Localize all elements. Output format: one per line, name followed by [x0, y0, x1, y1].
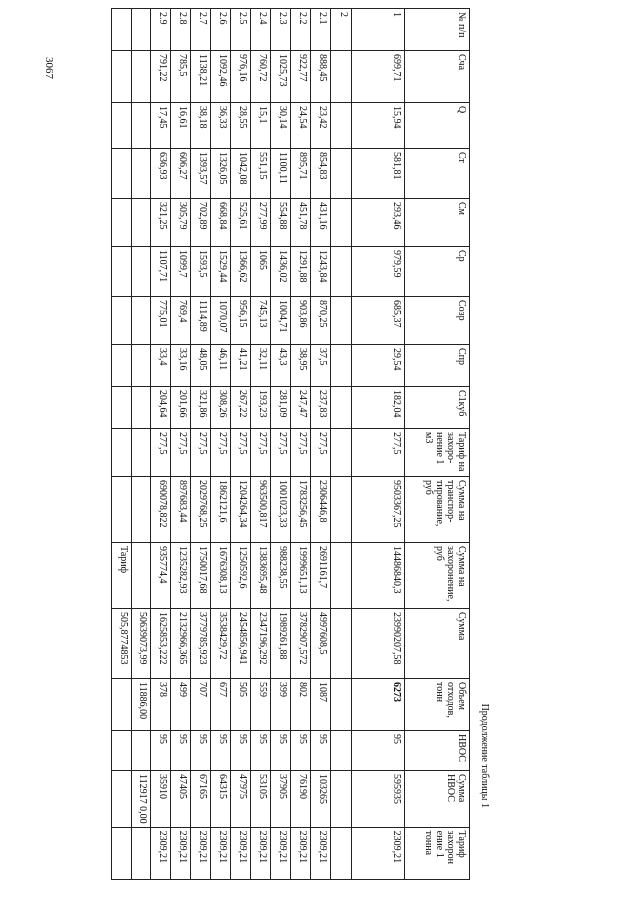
table-cell: 677	[211, 679, 231, 731]
table-cell	[132, 103, 151, 149]
table-cell	[331, 149, 352, 199]
table-cell	[132, 477, 151, 543]
total-sum: 50639073,99	[132, 609, 151, 679]
table-cell: 2.8	[171, 9, 191, 51]
table-cell: 277,5	[352, 429, 405, 477]
table-cell: 595935	[352, 771, 405, 828]
table-cell: 1099,7	[171, 247, 191, 297]
table-cell: 30,14	[271, 103, 291, 149]
column-header: Объем отходов, тонн	[405, 679, 470, 731]
table-cell: 76190	[291, 771, 311, 828]
table-cell: 2.9	[151, 9, 171, 51]
table-cell: 802	[291, 679, 311, 731]
column-header: См	[405, 199, 470, 247]
table-cell: 2309,21	[291, 827, 311, 879]
table-cell	[132, 297, 151, 345]
table-cell	[331, 731, 352, 771]
table-cell: 17,45	[151, 103, 171, 149]
table-cell: 668,84	[211, 199, 231, 247]
table-cell: 897683,44	[171, 477, 191, 543]
table-cell: 785,5	[171, 51, 191, 103]
table-cell: 895,71	[291, 149, 311, 199]
table-cell: 2.4	[251, 9, 271, 51]
table-cell	[331, 103, 352, 149]
data-table	[111, 8, 470, 880]
table-cell	[132, 429, 151, 477]
table-cell: 23,42	[311, 103, 331, 149]
table-cell: 95	[311, 731, 331, 771]
table-cell: 6273	[352, 679, 405, 731]
table-cell: 95	[251, 731, 271, 771]
table-cell: 707	[191, 679, 211, 731]
table-cell: 745,13	[251, 297, 271, 345]
table-cell: 935774,4	[151, 543, 171, 609]
table-cell	[132, 199, 151, 247]
table-cell: 1989261,88	[271, 609, 291, 679]
table-cell: 277,5	[171, 429, 191, 477]
table-cell: 277,5	[231, 429, 251, 477]
table-cell: 41,21	[231, 345, 251, 387]
table-cell: 15,94	[352, 103, 405, 149]
table-cell: 685,37	[352, 297, 405, 345]
table-cell: 963500,817	[251, 477, 271, 543]
column-header: № п/п	[405, 9, 470, 51]
table-cell	[331, 543, 352, 609]
table-cell: 2.7	[191, 9, 211, 51]
table-cell: 204,64	[151, 387, 171, 429]
table-cell: 2309,21	[151, 827, 171, 879]
table-cell: 1250592,6	[231, 543, 251, 609]
table-cell	[331, 345, 352, 387]
table-cell: 182,04	[352, 387, 405, 429]
table-cell: 67165	[191, 771, 211, 828]
table-row	[231, 9, 251, 880]
table-cell	[331, 827, 352, 879]
table-cell: 1529,44	[211, 247, 231, 297]
table-cell: 24,54	[291, 103, 311, 149]
table-cell	[112, 429, 132, 477]
table-cell: 64315	[211, 771, 231, 828]
table-cell: 37,5	[311, 345, 331, 387]
table-cell: 1204264,34	[231, 477, 251, 543]
table-row	[211, 9, 231, 880]
table-cell: 2	[331, 9, 352, 51]
table-cell: 1025,73	[271, 51, 291, 103]
table-cell: 559	[251, 679, 271, 731]
table-cell: 1366,62	[231, 247, 251, 297]
header-row	[405, 9, 470, 880]
table-cell: 1750017,68	[191, 543, 211, 609]
table-cell: 193,23	[251, 387, 271, 429]
table-cell: 1999651,13	[291, 543, 311, 609]
table-cell: 16,61	[171, 103, 191, 149]
table-cell: 2309,21	[231, 827, 251, 879]
table-cell: 1065	[251, 247, 271, 297]
column-header: Сумма на захоронение, руб	[405, 543, 470, 609]
table-cell: 35910	[151, 771, 171, 828]
table-cell: 1625853,222	[151, 609, 171, 679]
table-cell	[132, 731, 151, 771]
table-cell	[331, 429, 352, 477]
table-cell: 277,5	[251, 429, 271, 477]
table-cell: 321,86	[191, 387, 211, 429]
table-cell: 247,47	[291, 387, 311, 429]
table-cell: 15,1	[251, 103, 271, 149]
table-cell	[112, 827, 132, 879]
table-cell: 36,33	[211, 103, 231, 149]
table-cell: 551,15	[251, 149, 271, 199]
table-cell	[112, 297, 132, 345]
table-cell: 277,5	[151, 429, 171, 477]
table-cell	[331, 609, 352, 679]
table-cell: 2309,21	[211, 827, 231, 879]
table-cell	[132, 9, 151, 51]
table-cell: 277,5	[271, 429, 291, 477]
table-cell: 505	[231, 679, 251, 731]
table-cell	[331, 477, 352, 543]
table-cell: 95	[352, 731, 405, 771]
table-cell	[132, 387, 151, 429]
table-cell: 3538429,72	[211, 609, 231, 679]
table-row	[191, 9, 211, 880]
column-header: Тариф захорон ение 1 тонна	[405, 827, 470, 879]
table-cell: 2306446,8	[311, 477, 331, 543]
table-cell: 28,55	[231, 103, 251, 149]
table-cell: 1676308,13	[211, 543, 231, 609]
table-cell	[112, 387, 132, 429]
tariff-label: Тариф	[112, 543, 132, 609]
column-header: НВОС	[405, 731, 470, 771]
table-cell: 2309,21	[251, 827, 271, 879]
column-header: Созр	[405, 297, 470, 345]
table-cell: 2309,21	[271, 827, 291, 879]
table-cell: 988238,55	[271, 543, 291, 609]
table-cell: 95	[211, 731, 231, 771]
table-cell	[112, 477, 132, 543]
table-cell: 48,05	[191, 345, 211, 387]
table-cell: 47405	[171, 771, 191, 828]
table-cell: 277,5	[311, 429, 331, 477]
column-header: Сумма	[405, 609, 470, 679]
table-cell: 1593,5	[191, 247, 211, 297]
column-header: Тариф на захоро-нение 1 м3	[405, 429, 470, 477]
table-row	[291, 9, 311, 880]
table-cell: 293,46	[352, 199, 405, 247]
table-cell: 791,22	[151, 51, 171, 103]
table-row	[352, 9, 405, 880]
table-cell	[132, 345, 151, 387]
table-cell: 305,79	[171, 199, 191, 247]
table-cell: 1	[352, 9, 405, 51]
table-cell: 888,45	[311, 51, 331, 103]
table-cell: 267,22	[231, 387, 251, 429]
table-cell: 1042,08	[231, 149, 251, 199]
table-cell	[331, 297, 352, 345]
rotated-page-content	[115, 8, 490, 898]
table-cell: 1001023,33	[271, 477, 291, 543]
table-cell: 1783256,45	[291, 477, 311, 543]
table-cell: 277,5	[191, 429, 211, 477]
table-cell: 38,95	[291, 345, 311, 387]
table-caption: Продолжение таблицы 1	[479, 703, 490, 808]
table-cell: 399	[271, 679, 291, 731]
table-cell	[112, 679, 132, 731]
table-cell: 95	[291, 731, 311, 771]
table-cell: 2.2	[291, 9, 311, 51]
table-cell: 47975	[231, 771, 251, 828]
table-cell: 922,77	[291, 51, 311, 103]
table-cell: 760,72	[251, 51, 271, 103]
table-cell: 2309,21	[311, 827, 331, 879]
table-cell: 103265	[311, 771, 331, 828]
table-cell: 281,09	[271, 387, 291, 429]
table-cell	[132, 247, 151, 297]
table-cell	[331, 387, 352, 429]
table-cell: 2132966,365	[171, 609, 191, 679]
table-cell	[112, 345, 132, 387]
table-cell	[331, 771, 352, 828]
column-header: Ср	[405, 247, 470, 297]
table-cell: 1393,57	[191, 149, 211, 199]
table-cell: 2347196,292	[251, 609, 271, 679]
table-cell: 636,93	[151, 149, 171, 199]
table-cell: 53105	[251, 771, 271, 828]
table-cell: 2029768,25	[191, 477, 211, 543]
table-cell: 956,15	[231, 297, 251, 345]
table-cell	[331, 679, 352, 731]
table-cell: 2454856,941	[231, 609, 251, 679]
table-cell: 1138,21	[191, 51, 211, 103]
table-cell	[112, 103, 132, 149]
table-cell: 277,5	[291, 429, 311, 477]
table-row	[331, 9, 352, 880]
column-header: Сча	[405, 51, 470, 103]
column-header: С1куб	[405, 387, 470, 429]
table-cell: 38,18	[191, 103, 211, 149]
table-cell: 1114,89	[191, 297, 211, 345]
table-cell	[112, 9, 132, 51]
table-cell: 2309,21	[171, 827, 191, 879]
table-cell: 2691161,7	[311, 543, 331, 609]
table-cell: 1087	[311, 679, 331, 731]
table-cell	[132, 51, 151, 103]
table-cell: 37905	[271, 771, 291, 828]
total-nvos-sum: 112917 0,00	[132, 771, 151, 828]
table-cell: 554,88	[271, 199, 291, 247]
table-cell: 33,16	[171, 345, 191, 387]
table-cell: 699,71	[352, 51, 405, 103]
table-cell: 2.1	[311, 9, 331, 51]
table-cell: 1092,46	[211, 51, 231, 103]
table-cell: 4997608,5	[311, 609, 331, 679]
table-cell: 95	[271, 731, 291, 771]
table-cell: 702,89	[191, 199, 211, 247]
table-cell: 321,25	[151, 199, 171, 247]
table-cell: 95	[231, 731, 251, 771]
table-row	[171, 9, 191, 880]
table-cell	[112, 51, 132, 103]
table-cell: 451,78	[291, 199, 311, 247]
table-row	[271, 9, 291, 880]
table-cell: 277,5	[211, 429, 231, 477]
table-cell: 2.3	[271, 9, 291, 51]
table-cell: 2309,21	[191, 827, 211, 879]
table-cell	[331, 247, 352, 297]
page-number: 3067	[43, 57, 55, 79]
table-cell: 95	[171, 731, 191, 771]
table-cell: 1004,71	[271, 297, 291, 345]
table-row	[311, 9, 331, 880]
total-volume: 11886,00	[132, 679, 151, 731]
table-cell: 1243,84	[311, 247, 331, 297]
table-cell: 1070,07	[211, 297, 231, 345]
table-cell: 46,11	[211, 345, 231, 387]
table-cell: 854,83	[311, 149, 331, 199]
table-cell: 581,81	[352, 149, 405, 199]
table-cell: 277,99	[251, 199, 271, 247]
column-header: Ст	[405, 149, 470, 199]
table-cell: 33,4	[151, 345, 171, 387]
table-cell: 431,16	[311, 199, 331, 247]
table-cell: 499	[171, 679, 191, 731]
table-cell: 3779785,923	[191, 609, 211, 679]
table-cell: 95	[151, 731, 171, 771]
table-cell: 1862121,6	[211, 477, 231, 543]
table-cell	[331, 51, 352, 103]
table-cell: 9503367,25	[352, 477, 405, 543]
table-row	[151, 9, 171, 880]
totals-row	[132, 9, 151, 880]
table-cell	[112, 731, 132, 771]
table-cell: 1326,05	[211, 149, 231, 199]
column-header: Спр	[405, 345, 470, 387]
table-cell: 29,54	[352, 345, 405, 387]
table-cell: 32,11	[251, 345, 271, 387]
table-cell	[331, 199, 352, 247]
table-cell: 1291,88	[291, 247, 311, 297]
table-cell: 769,4	[171, 297, 191, 345]
table-cell: 308,26	[211, 387, 231, 429]
table-cell	[132, 543, 151, 609]
table-cell: 606,27	[171, 149, 191, 199]
table-row	[251, 9, 271, 880]
table-cell: 1107,71	[151, 247, 171, 297]
column-header: Q	[405, 103, 470, 149]
table-cell	[132, 149, 151, 199]
table-cell: 2309,21	[352, 827, 405, 879]
table-cell: 378	[151, 679, 171, 731]
table-cell	[112, 247, 132, 297]
table-cell: 2.5	[231, 9, 251, 51]
tariff-row	[112, 9, 132, 880]
table-cell: 870,25	[311, 297, 331, 345]
table-cell: 1100,11	[271, 149, 291, 199]
table-cell	[112, 149, 132, 199]
table-cell: 14486840,3	[352, 543, 405, 609]
tariff-value: 505,8774853	[112, 609, 132, 679]
table-cell	[132, 827, 151, 879]
table-cell: 237,83	[311, 387, 331, 429]
table-cell: 976,16	[231, 51, 251, 103]
table-cell: 979,59	[352, 247, 405, 297]
table-cell: 3782907,572	[291, 609, 311, 679]
table-cell: 95	[191, 731, 211, 771]
table-cell: 43,3	[271, 345, 291, 387]
column-header: Сумма НВОС	[405, 771, 470, 828]
table-cell	[112, 199, 132, 247]
table-cell	[112, 771, 132, 828]
table-cell: 1383695,48	[251, 543, 271, 609]
table-cell: 1235282,93	[171, 543, 191, 609]
column-header: Сумма на транспор-тирование, руб	[405, 477, 470, 543]
table-cell: 201,66	[171, 387, 191, 429]
table-cell: 2.6	[211, 9, 231, 51]
table-cell: 690078,822	[151, 477, 171, 543]
table-cell: 775,01	[151, 297, 171, 345]
table-cell: 903,86	[291, 297, 311, 345]
table-cell: 525,61	[231, 199, 251, 247]
table-cell: 1436,02	[271, 247, 291, 297]
table-cell: 23990207,58	[352, 609, 405, 679]
